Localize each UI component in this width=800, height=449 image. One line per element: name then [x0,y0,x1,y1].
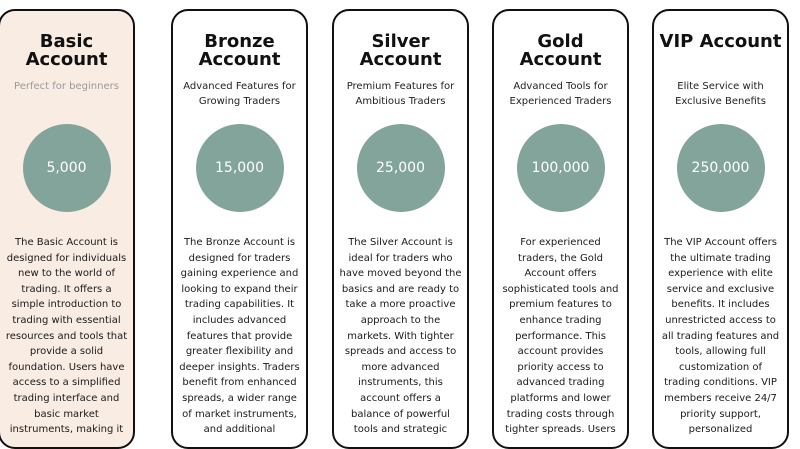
plan-card-silver[interactable] [332,9,469,449]
plan-amount: 25,000 [357,124,445,212]
plan-description: The Basic Account is designed for individuals new to the world of trading. It offers a simple introduction to trading with essential resources and tools that provide a solid foundation. Users have access to a simplified trading interface and basic market instruments, making it [5,237,128,436]
plan-description: The Silver Account is ideal for traders who have moved beyond the basics and are ready to take a more proactive approach to the markets. With tighter spreads and access to more advanced instruments, this account offers a balance of powerful tools and strategic [339,237,462,436]
plan-subtitle: Perfect for beginners [14,81,119,92]
plan-amount: 250,000 [677,124,765,212]
plan-title: Basic Account [25,31,108,70]
plan-card-gold[interactable] [492,9,629,449]
plan-subtitle: Elite Service with Exclusive Benefits [675,81,766,107]
plan-card-basic[interactable] [0,9,135,449]
plan-amount: 5,000 [23,124,111,212]
plan-amount: 100,000 [517,124,605,212]
plan-title: Bronze Account [198,31,281,70]
plan-title: Gold Account [519,31,602,70]
plan-description: The Bronze Account is designed for traders gaining experience and looking to expand their trading capabilities. It includes advanced features that provide greater flexibility and deeper insights. Traders benefit from enhanced spreads, a wider range of market instruments, and additional [179,237,300,436]
plan-description: The VIP Account offers the ultimate trading experience with elite service and exclusive benefits. It includes unrestricted access to all trading features and tools, allowing full customization of trading conditions. VIP members receive 24/7 priority support, personalized [661,237,780,436]
plan-subtitle: Premium Features for Ambitious Traders [346,81,455,107]
plan-description: For experienced traders, the Gold Account offers sophisticated tools and premium features to enhance trading performance. This account provides priority access to advanced trading platforms and lower trading costs through tighter spreads. Users [502,237,619,436]
plan-title: VIP Account [659,31,782,52]
plan-card-bronze[interactable] [171,9,308,449]
plan-card-vip[interactable] [652,9,789,449]
plan-subtitle: Advanced Tools for Experienced Traders [509,81,612,107]
plan-subtitle: Advanced Features for Growing Traders [183,81,296,107]
plan-amount: 15,000 [196,124,284,212]
plan-title: Silver Account [359,31,442,70]
